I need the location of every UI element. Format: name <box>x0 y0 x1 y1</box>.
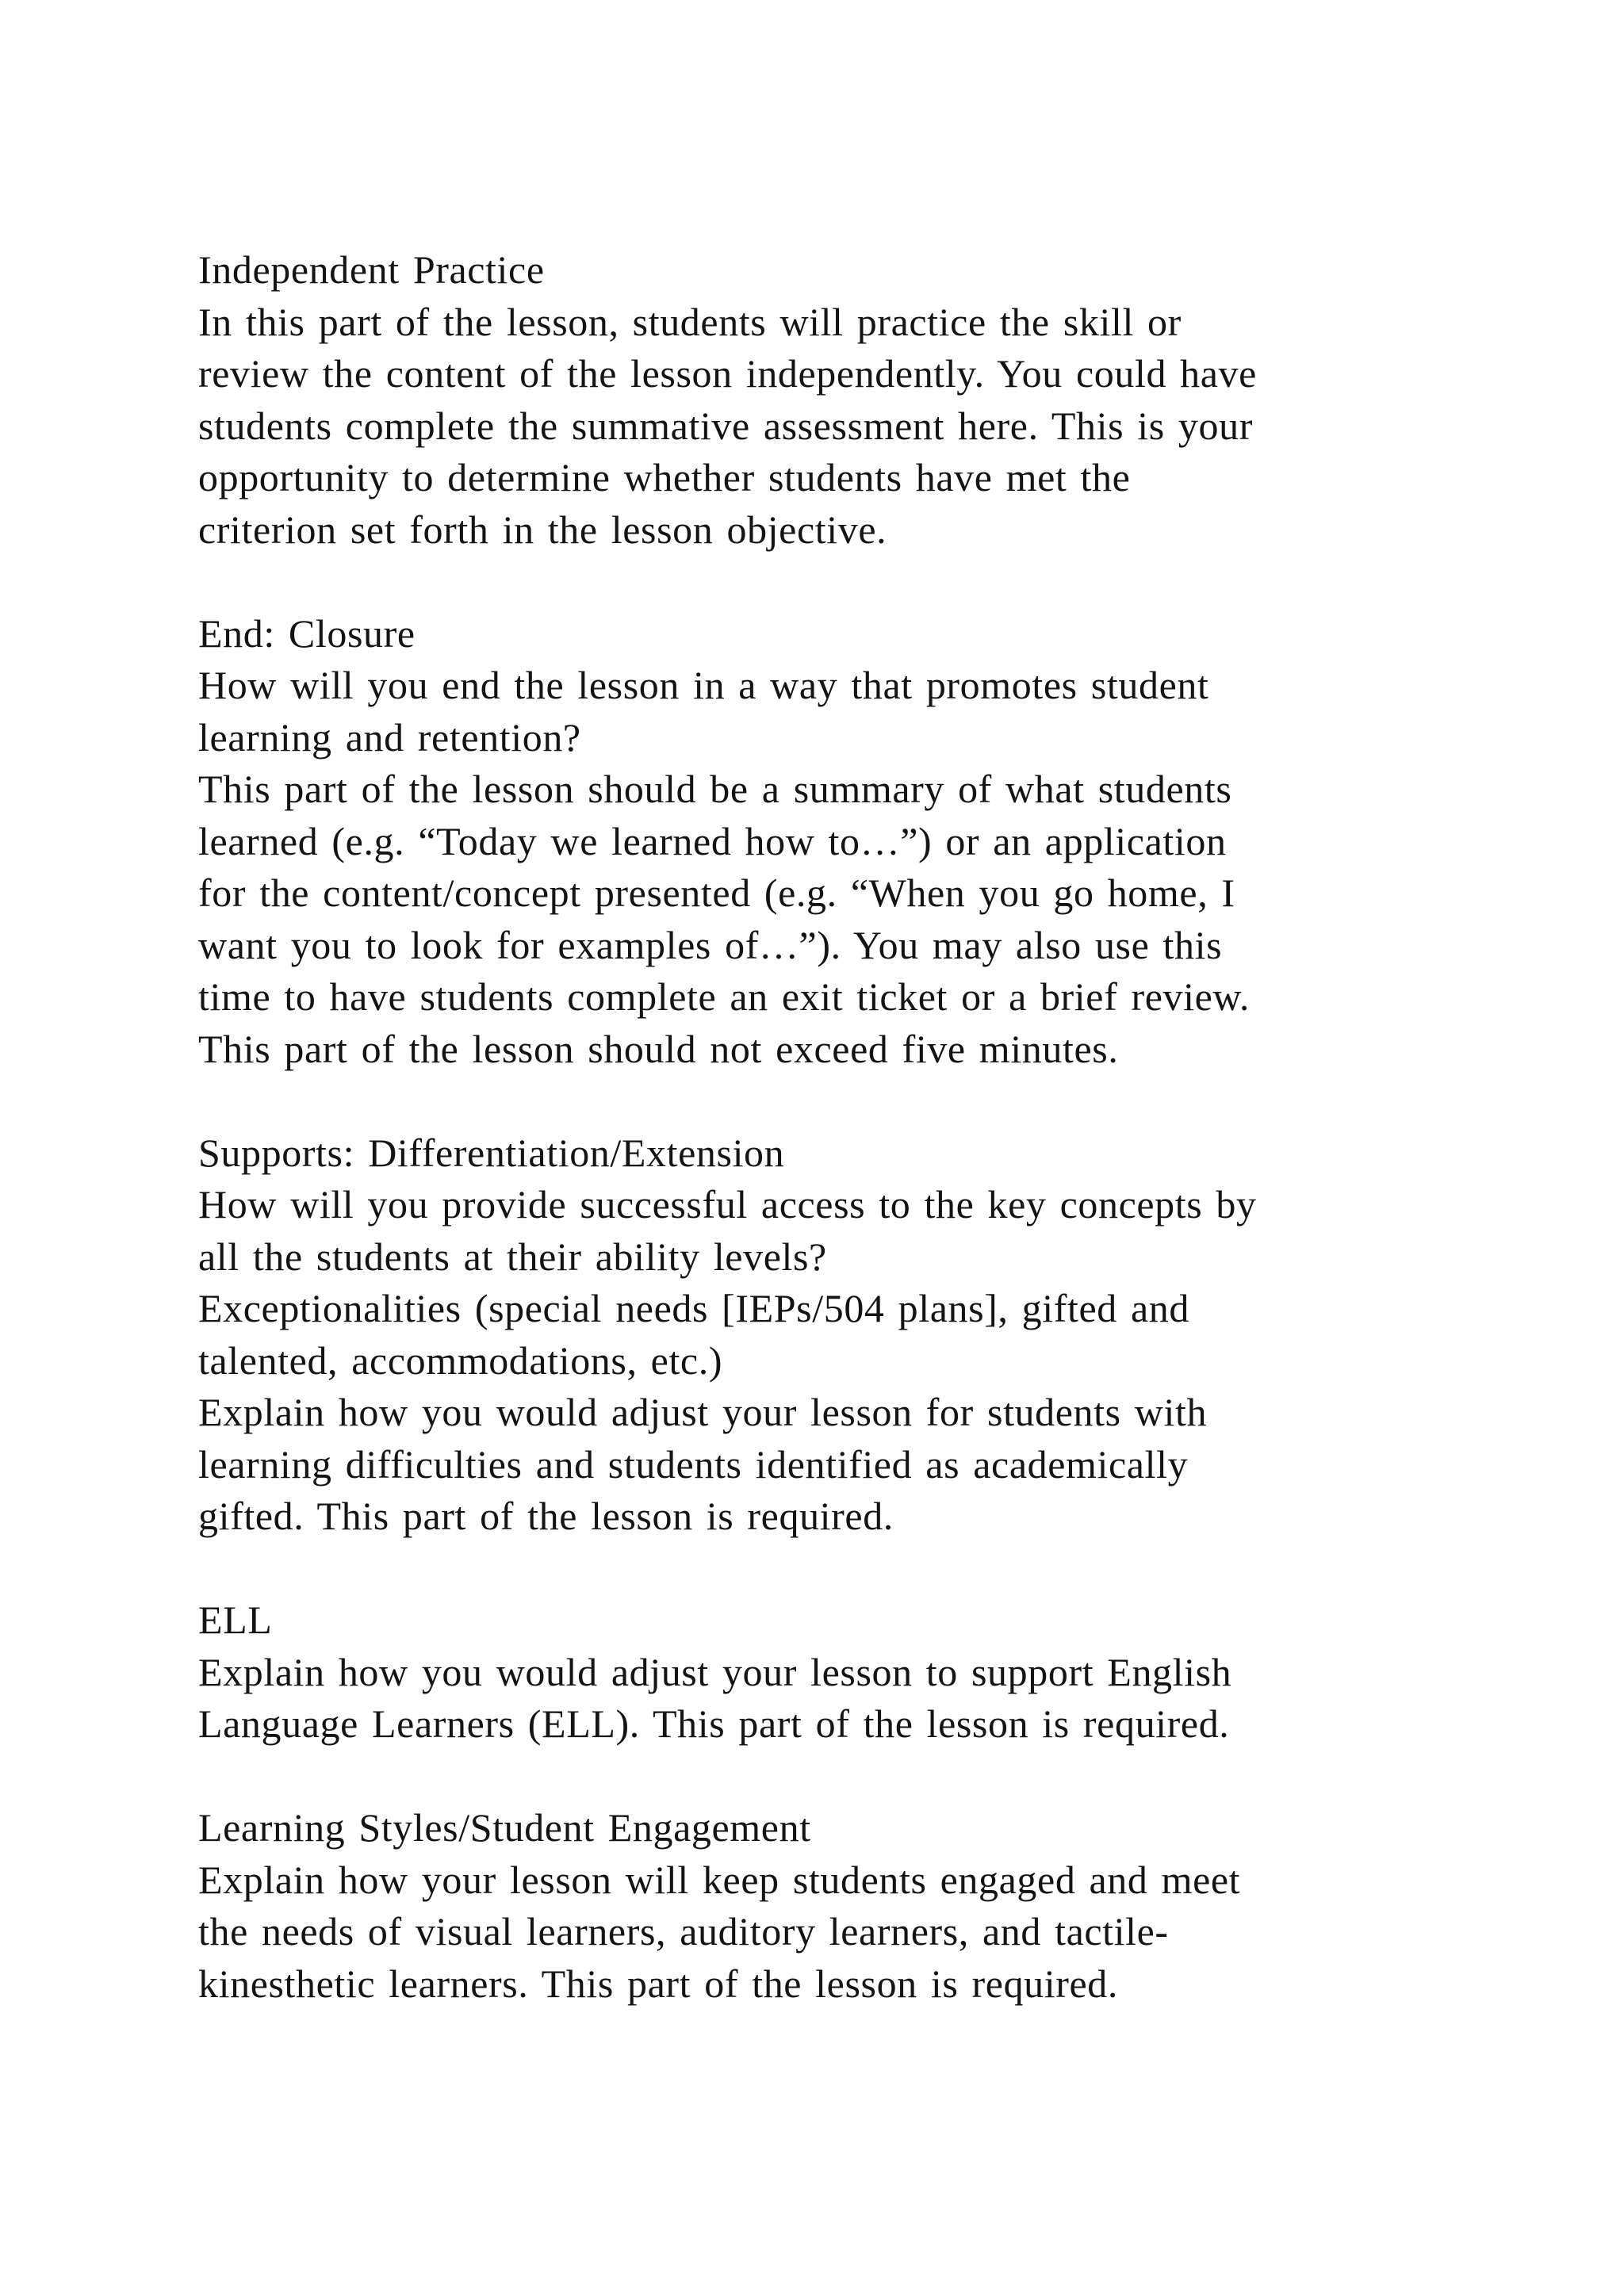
paragraph-line: This part of the lesson should not exceed five minutes. <box>198 1026 1119 1071</box>
paragraph-line: How will you provide successful access to the key concepts by <box>198 1182 1257 1226</box>
paragraph-line: Language Learners (ELL). This part of the lesson is required. <box>198 1701 1230 1746</box>
paragraph-line: students complete the summative assessment here. This is your <box>198 403 1253 448</box>
paragraph-line: Exceptionalities (special needs [IEPs/504 plans], gifted and <box>198 1286 1189 1330</box>
section-heading-closure: End: Closure <box>198 610 416 656</box>
paragraph-line: learning difficulties and students identified as academically <box>198 1441 1189 1487</box>
paragraph-line: criterion set forth in the lesson objective. <box>198 507 887 552</box>
paragraph-line: Explain how you would adjust your lesson to support English <box>198 1649 1232 1694</box>
paragraph-line: gifted. This part of the lesson is required. <box>198 1494 894 1538</box>
paragraph-line: learning and retention? <box>198 714 581 760</box>
paragraph-line: How will you end the lesson in a way that promotes student <box>198 663 1209 707</box>
paragraph-line: time to have students complete an exit ticket or a brief review. <box>198 974 1250 1019</box>
section-spacer <box>198 1075 1435 1127</box>
document-body <box>198 244 1435 2010</box>
paragraph-line: the needs of visual learners, auditory learners, and tactile- <box>198 1909 1169 1954</box>
paragraph-line: for the content/concept presented (e.g. “When you go home, I <box>198 871 1235 915</box>
section-heading-independent-practice: Independent Practice <box>198 247 545 292</box>
paragraph-line: learned (e.g. “Today we learned how to…”) or an application <box>198 818 1227 863</box>
paragraph-line: Explain how you would adjust your lesson for students with <box>198 1390 1208 1434</box>
paragraph-line: Explain how your lesson will keep students engaged and meet <box>198 1857 1241 1902</box>
paragraph-line: all the students at their ability levels? <box>198 1234 827 1279</box>
paragraph-line: This part of the lesson should be a summary of what students <box>198 767 1232 811</box>
section-spacer <box>198 1751 1435 1803</box>
paragraph-line: talented, accommodations, etc.) <box>198 1337 723 1383</box>
section-spacer <box>198 556 1435 608</box>
paragraph-line: review the content of the lesson independently. You could have <box>198 351 1257 396</box>
section-heading-ell: ELL <box>198 1598 273 1642</box>
paragraph-line: kinesthetic learners. This part of the lesson is required. <box>198 1961 1119 2006</box>
paragraph-line: In this part of the lesson, students will practice the skill or <box>198 299 1182 344</box>
paragraph-line: want you to look for examples of…”). You may also use this <box>198 922 1223 967</box>
section-heading-supports: Supports: Differentiation/Extension <box>198 1130 785 1175</box>
section-spacer <box>198 1543 1435 1595</box>
paragraph-line: opportunity to determine whether students have met the <box>198 455 1131 499</box>
section-heading-learning-styles: Learning Styles/Student Engagement <box>198 1805 811 1850</box>
